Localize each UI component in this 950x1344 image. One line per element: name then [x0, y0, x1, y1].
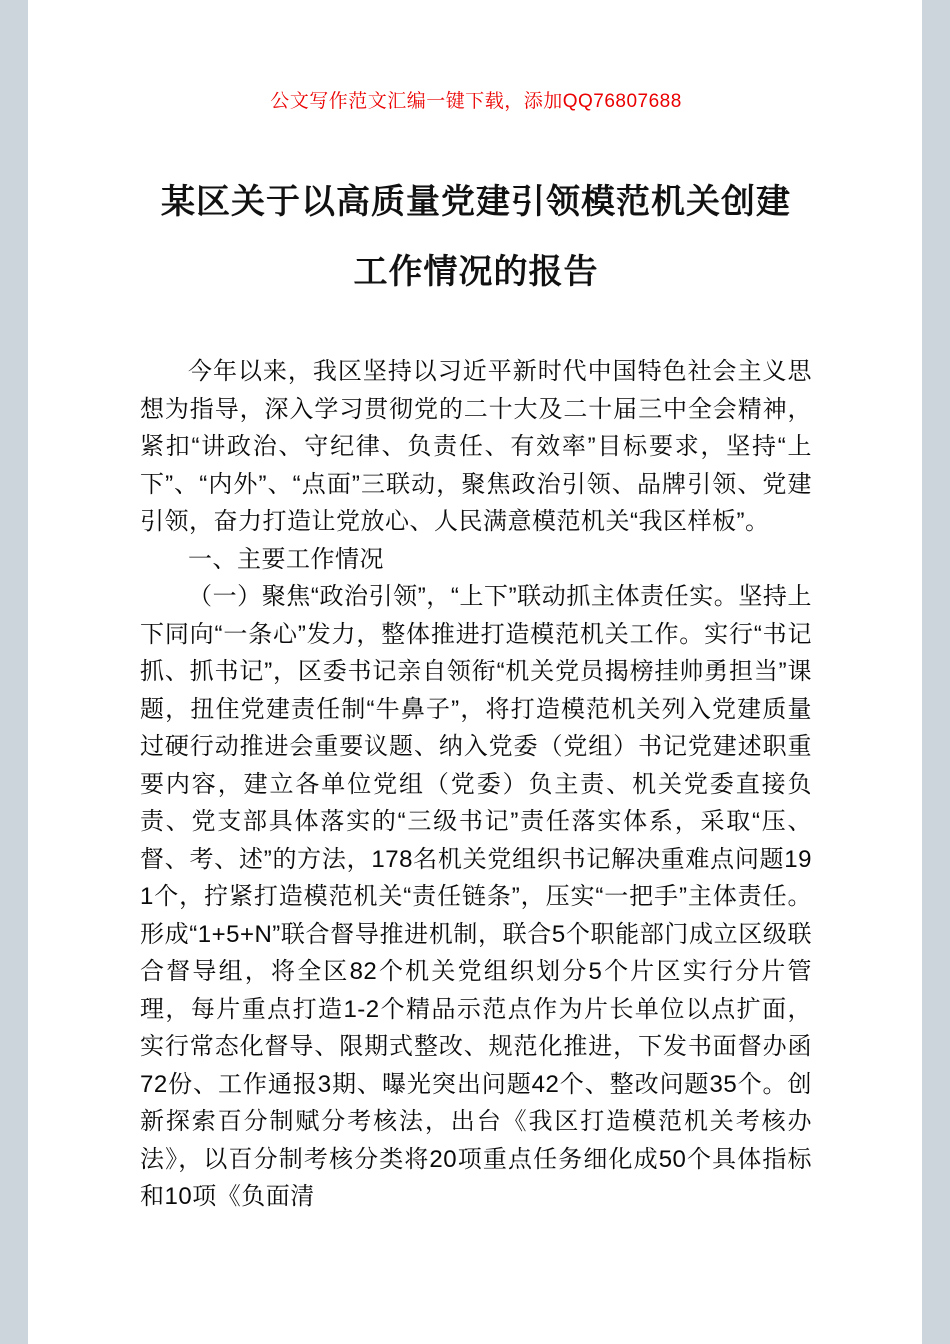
- document-title: [140, 167, 812, 307]
- paragraph-section-one: （一）聚焦“政治引领”，“上下”联动抓主体责任实。坚持上下同向“一条心”发力，整体推进打造模范机关工作。实行“书记抓、抓书记”，区委书记亲自领衔“机关党员揭榜挂帅勇担当”课题，扭住党建责任制“牛鼻子”，将打造模范机关列入党建质量过硬行动推进会重要议题、纳入党委（党组）书记党建述职重要内容，建立各单位党组（党委）负主责、机关党委直接负责、党支部具体落实的“三级书记”责任落实体系，采取“压、督、考、述”的方法，178名机关党组织书记解决重难点问题191个，拧紧打造模范机关“责任链条”，压实“一把手”主体责任。形成“1+5+N”联合督导推进机制，联合5个职能部门成立区级联合督导组，将全区82个机关党组织划分5个片区实行分片管理，每片重点打造1-2个精品示范点作为片长单位以点扩面，实行常态化督导、限期式整改、规范化推进，下发书面督办函72份、工作通报3期、曝光突出问题42个、整改问题35个。创新探索百分制赋分考核法，出台《我区打造模范机关考核办法》，以百分制考核分类将20项重点任务细化成50个具体指标和10项《负面清: [140, 583, 812, 1210]
- section-heading-main-work: 一、主要工作情况: [188, 545, 384, 573]
- document-page: [28, 0, 922, 1344]
- title-line-1: 某区关于以高质量党建引领模范机关创建: [161, 183, 791, 221]
- document-body: [140, 353, 812, 1216]
- title-line-2: 工作情况的报告: [353, 253, 599, 291]
- paragraph-intro: 今年以来，我区坚持以习近平新时代中国特色社会主义思想为指导，深入学习贯彻党的二十大及二十届三中全会精神，紧扣“讲政治、守纪律、负责任、有效率”目标要求，坚持“上下”、“内外”、“点面”三联动，聚焦政治引领、品牌引领、党建引领，奋力打造让党放心、人民满意模范机关“我区样板”。: [140, 358, 812, 535]
- promo-notice: 公文写作范文汇编一键下载，添加QQ76807688: [270, 91, 682, 112]
